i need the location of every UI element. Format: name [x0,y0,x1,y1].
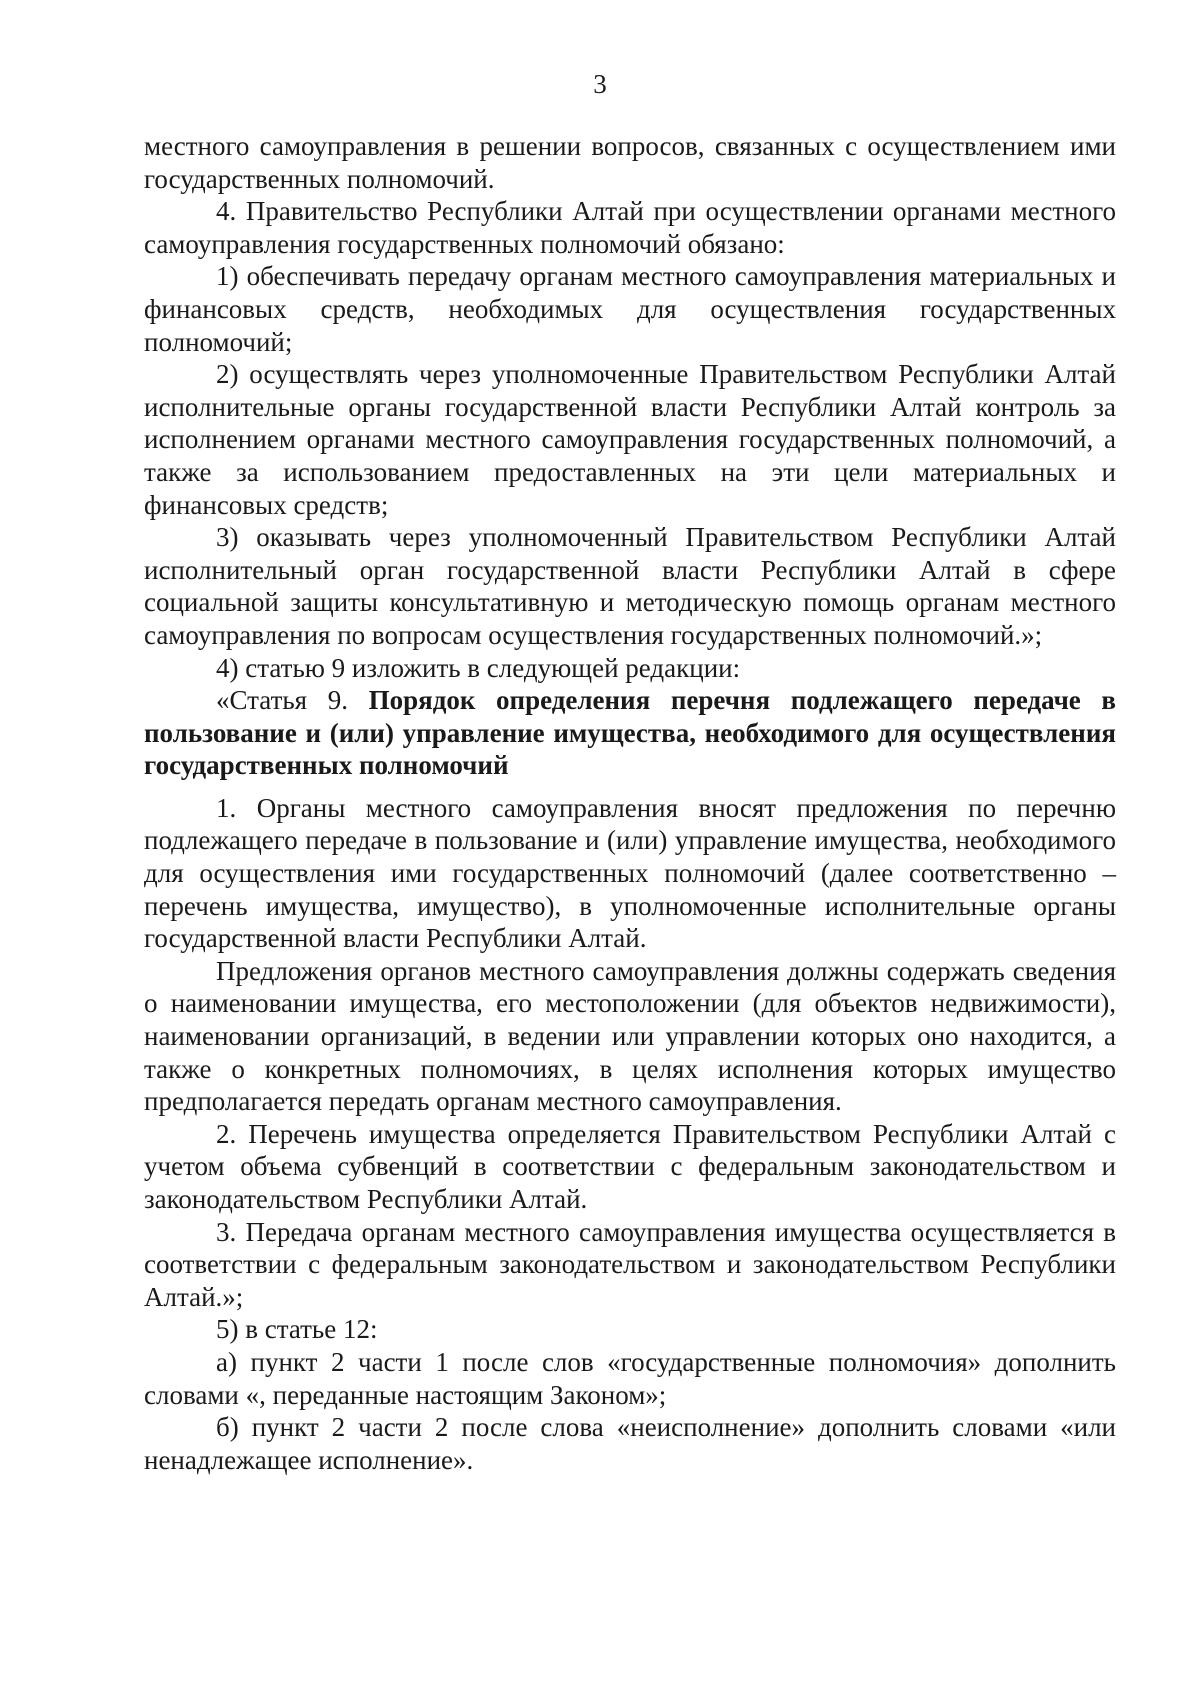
page-number: 3 [593,69,607,99]
list-item: 4) статью 9 изложить в следующей редакции: [216,652,741,683]
paragraph: Предложения органов местного самоуправления должны содержать сведения о наименовании имущества, его местоположении (для объектов недвижимости), наименовании организаций, в ведении или управлении которых оно находится, а также о конкретных полномочиях, в целях исполнения которых имущество предполагается передать органам местного самоуправления. [144,955,1116,1117]
list-item: 2) осуществлять через уполномоченные Правительством Республики Алтай исполнительные органы государственной власти Республики Алтай контроль за исполнением органами местного самоуправления государственных полномочий, а также за использованием предоставленных на эти цели материальных и финансовых средств; [144,359,1116,520]
list-item: 3) оказывать через уполномоченный Правительством Республики Алтай исполнительный орган государственной власти Республики Алтай в сфере социальной защиты консультативную и методическую помощь органам местного самоуправления по вопросам осуществления государственных полномочий.»; [144,522,1116,650]
article-title: Порядок определения перечня подлежащего передаче в пользование и (или) управление имущества, необходимого для осуществления государственных полномочий [144,685,1116,781]
paragraph: 1. Органы местного самоуправления вносят предложения по перечню подлежащего передаче в пользование и (или) управление имущества, необходимого для осуществления ими государственных полномочий (далее соответственно – перечень имущества, имущество), в уполномоченные исполнительные органы государственной власти Республики Алтай. [144,792,1116,954]
paragraph: 4. Правительство Республики Алтай при осуществлении органами местного самоуправления государственных полномочий обязано: [144,196,1116,259]
list-item: 1) обеспечивать передачу органам местного самоуправления материальных и финансовых средств, необходимых для осуществления государственных полномочий; [144,261,1116,357]
list-item: а) пункт 2 части 1 после слов «государственные полномочия» дополнить словами «, переданные настоящим Законом»; [144,1346,1116,1410]
paragraph: 2. Перечень имущества определяется Правительством Республики Алтай с учетом объема субвенций в соответствии с федеральным законодательством и законодательством Республики Алтай. [144,1118,1116,1214]
list-item: 5) в статье 12: [216,1314,378,1345]
article-heading [144,684,1116,782]
paragraph: 3. Передача органам местного самоуправления имущества осуществляется в соответствии с федеральным законодательством и законодательством Республики Алтай.»; [144,1216,1116,1312]
article-prefix: «Статья 9. [216,685,369,716]
list-item: б) пункт 2 части 2 после слова «неисполнение» дополнить словами «или ненадлежащее исполнение». [144,1412,1116,1475]
paragraph: местного самоуправления в решении вопросов, связанных с осуществлением ими государственных полномочий. [144,131,1116,194]
document-body [144,130,1116,1476]
